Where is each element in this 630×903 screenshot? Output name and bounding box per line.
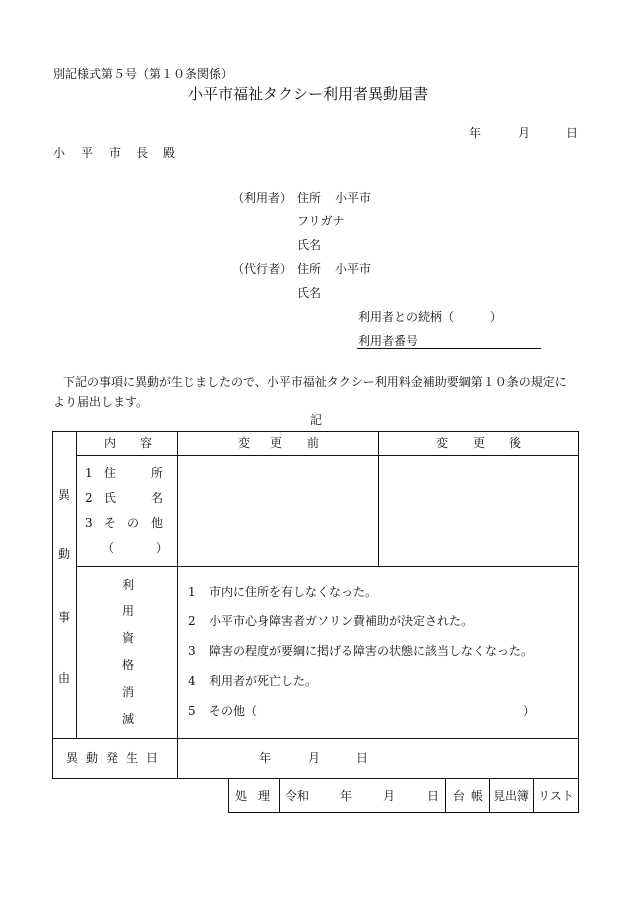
body-text-line2: より届出します。 — [53, 395, 149, 409]
user-name-label: 氏名 — [297, 238, 322, 252]
ki-label: 記 — [310, 413, 323, 427]
date-year-label: 年 — [469, 126, 482, 140]
agent-name-label: 氏名 — [297, 286, 322, 300]
user-address-label: 住所 — [297, 191, 322, 205]
furigana-label: フリガナ — [297, 214, 345, 228]
agent-label: （代行者） — [232, 262, 293, 276]
agent-address-label: 住所 — [297, 262, 322, 276]
relation-label: 利用者との続柄（ ） — [358, 310, 503, 324]
office-index-book-label: 見出簿 — [493, 789, 530, 803]
user-number-label: 利用者番号 — [358, 334, 419, 348]
body-text-line1: 下記の事項に異動が生じましたので、小平市福祉タクシー利用料金補助要綱第１０条の規定に — [63, 375, 567, 389]
agent-address-value: 小平市 — [335, 262, 372, 276]
date-month-label: 月 — [518, 126, 531, 140]
form-number: 別記様式第５号（第１０条関係） — [53, 67, 234, 81]
user-address-value: 小平市 — [335, 191, 372, 205]
date-day-label: 日 — [566, 126, 579, 140]
user-number-underline — [357, 348, 541, 349]
document-title: 小平市福祉タクシー利用者異動届書 — [188, 85, 429, 103]
user-label: （利用者） — [232, 191, 293, 205]
office-list-label: リスト — [538, 789, 574, 803]
